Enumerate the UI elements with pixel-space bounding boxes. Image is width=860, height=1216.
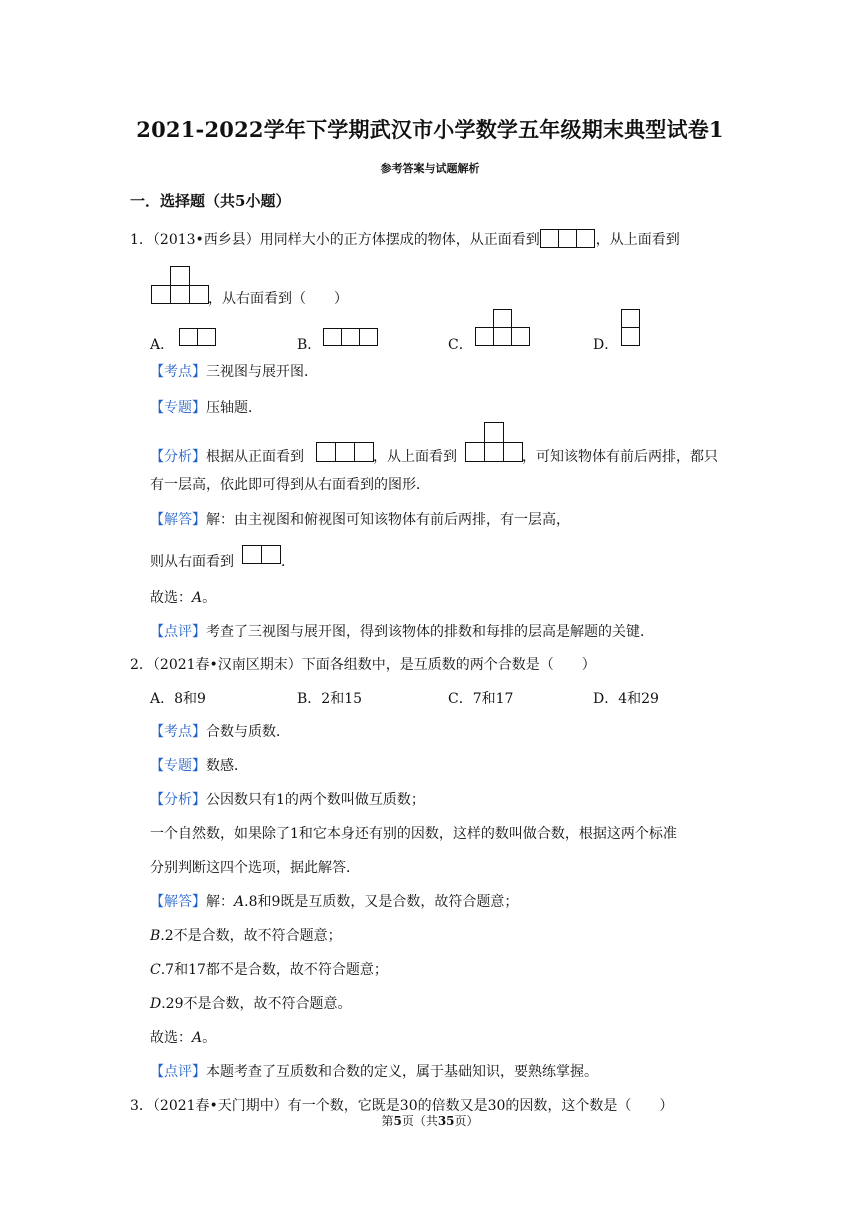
analysis-top-view-figure	[465, 422, 522, 462]
q1-zhuanti: 【专题】压轴题．	[150, 400, 262, 416]
q1-option-d-label: D．	[593, 337, 619, 353]
q1-stem-text: 1．（2013•西乡县）用同样大小的正方体摆成的物体，从正面看到	[130, 232, 540, 248]
section-heading: 一．选择题（共5小题）	[130, 192, 291, 210]
q2-dianping: 【点评】本题考查了互质数和合数的定义，属于基础知识，要熟练掌握。	[150, 1064, 598, 1080]
q1-fenxi-mid: ，从上面看到	[373, 449, 457, 465]
front-view-figure	[540, 229, 596, 248]
q2-option-a: A．8和9	[150, 691, 206, 707]
q2-fenxi: 【分析】公因数只有1的两个数叫做互质数；	[150, 792, 425, 808]
q1-stem-line2: ，从右面看到（ ）	[208, 291, 348, 307]
page-title: 2021-2022学年下学期武汉市小学数学五年级期末典型试卷1	[136, 117, 724, 142]
q1-option-b-label: B．	[297, 337, 322, 353]
q2-fenxi-line2: 一个自然数，如果除了1和它本身还有别的因数，这样的数叫做合数，根据这两个标准	[150, 826, 677, 842]
q2-option-d: D．4和29	[593, 691, 659, 707]
top-view-figure	[151, 266, 209, 304]
q2-jieda-c: C.7和17都不是合数，故不符合题意；	[150, 962, 388, 978]
answer-right-view-figure	[242, 545, 280, 564]
q1-choice: 故选：A。	[150, 590, 217, 606]
q1-jieda-line2-end: ．	[281, 554, 295, 570]
q1-fenxi-line2: 有一层高，依此即可得到从右面看到的图形．	[150, 477, 430, 493]
option-d-figure	[621, 309, 640, 346]
option-c-figure	[475, 309, 531, 346]
q2-kaodian: 【考点】合数与质数．	[150, 724, 290, 740]
q1-stem-line1	[130, 229, 680, 249]
q1-fenxi-end: ，可知该物体有前后两排，都只	[522, 449, 718, 465]
option-b-figure	[323, 328, 379, 346]
page-footer: 第5页（共35页）	[381, 1114, 479, 1128]
q1-stem-text-2: ，从上面看到	[595, 232, 680, 248]
dianping-tag: 【点评】	[150, 624, 206, 640]
q3-stem: 3．（2021春•天门期中）有一个数，它既是30的倍数又是30的因数，这个数是（ ）	[130, 1098, 674, 1114]
q2-option-c: C．7和17	[448, 691, 514, 707]
q2-choice: 故选：A。	[150, 1030, 217, 1046]
analysis-front-view-figure	[316, 442, 373, 462]
q1-option-c-label: C．	[448, 337, 473, 353]
fenxi-tag: 【分析】	[150, 449, 206, 465]
option-a-figure	[179, 328, 215, 346]
q2-zhuanti: 【专题】数感．	[150, 758, 248, 774]
q2-fenxi-line3: 分别判断这四个选项，据此解答．	[150, 860, 360, 876]
q2-jieda-b: B.2不是合数，故不符合题意；	[150, 928, 342, 944]
q1-dianping: 【点评】考查了三视图与展开图，得到该物体的排数和每排的层高是解题的关键．	[150, 624, 654, 640]
q1-fenxi-line1: 【分析】根据从正面看到	[150, 449, 304, 465]
jieda-tag: 【解答】	[150, 512, 206, 528]
q2-option-b: B．2和15	[297, 691, 363, 707]
total-page-count: 35	[437, 1114, 455, 1128]
q1-kaodian: 【考点】三视图与展开图．	[150, 364, 318, 380]
q1-jieda-line1: 【解答】解：由主视图和俯视图可知该物体有前后两排，有一层高，	[150, 512, 570, 528]
q2-stem: 2．（2021春•汉南区期末）下面各组数中，是互质数的两个合数是（ ）	[130, 657, 596, 673]
q1-jieda-line2: 则从右面看到	[150, 554, 234, 570]
page-subtitle: 参考答案与试题解析	[380, 162, 480, 175]
kaodian-tag: 【考点】	[150, 364, 206, 380]
q1-option-a-label: A．	[150, 337, 175, 353]
q2-jieda-d: D.29不是合数，故不符合题意。	[150, 996, 352, 1012]
current-page-number: 5	[393, 1114, 402, 1128]
zhuanti-tag: 【专题】	[150, 400, 206, 416]
q2-jieda: 【解答】解：A.8和9既是互质数，又是合数，故符合题意；	[150, 894, 519, 910]
